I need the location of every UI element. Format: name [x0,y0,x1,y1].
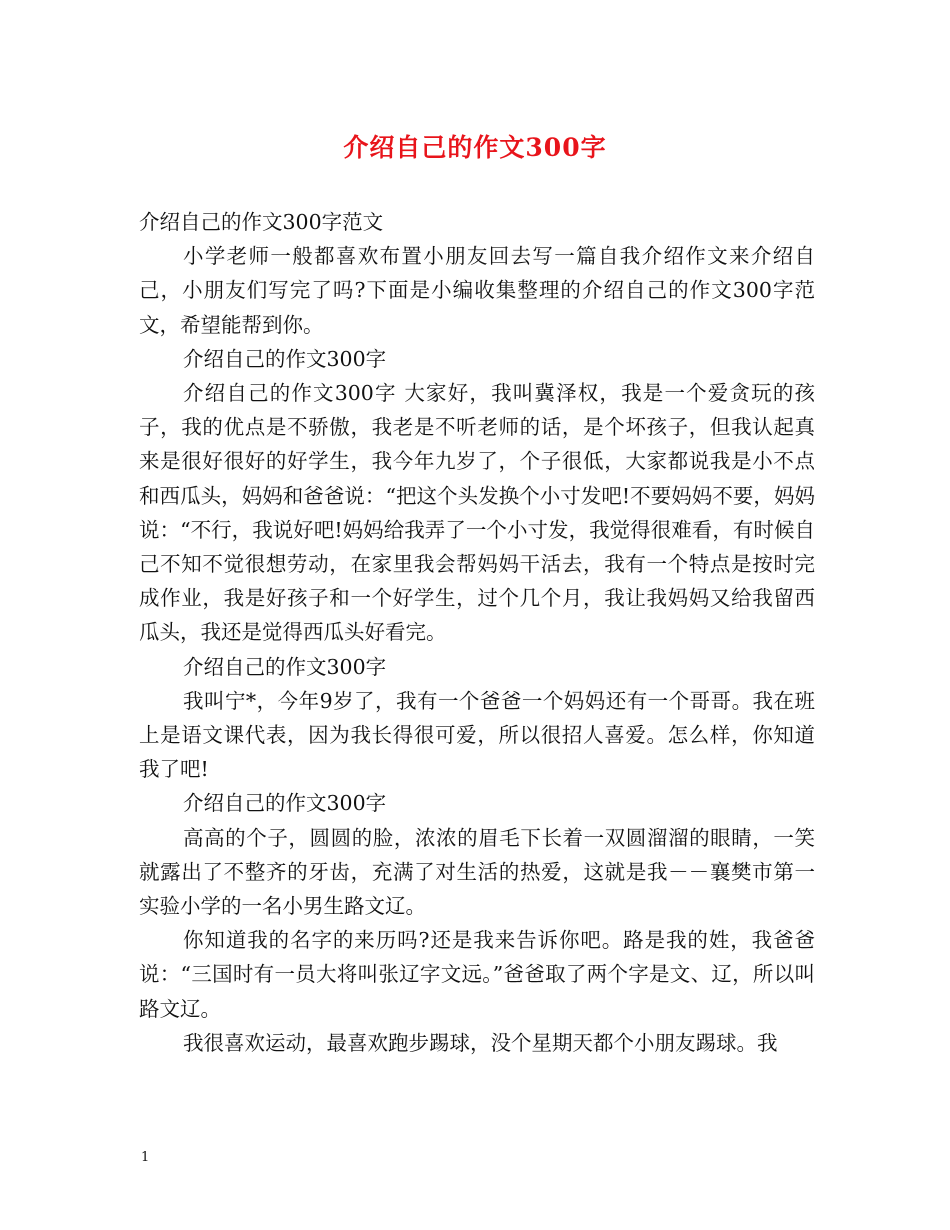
paragraph-essay-1: 介绍自己的作文300字 大家好，我叫冀泽权，我是一个爱贪玩的孩子，我的优点是不骄傲，我老是不听老师的话，是个坏孩子，但我认起真来是很好很好的好学生，我今年九岁了，个子很低，大家都说我是小不点和西瓜头，妈妈和爸爸说：“把这个头发换个小寸发吧!不要妈妈不要，妈妈说：“不行，我说好吧!妈妈给我弄了一个小寸发，我觉得很难看，有时候自己不知不觉很想劳动，在家里我会帮妈妈干活去，我有一个特点是按时完成作业，我是好孩子和一个好学生，过个几个月，我让我妈妈又给我留西瓜头，我还是觉得西瓜头好看完。 [139,381,815,645]
section-heading: 介绍自己的作文300字 [183,346,387,371]
paragraph-essay-2: 我叫宁*，今年9岁了，我有一个爸爸一个妈妈还有一个哥哥。我在班上是语文课代表，因为我长得很可爱，所以很招人喜爱。怎么样，你知道我了吧! [139,688,815,782]
page-number: 1 [141,1150,150,1165]
section-heading: 介绍自己的作文300字 [183,791,387,816]
paragraph-essay-3-name: 你知道我的名字的来历吗?还是我来告诉你吧。路是我的姓，我爸爸说：“三国时有一员大将叫张辽字文远。”爸爸取了两个字是文、辽，所以叫路文辽。 [139,928,815,1021]
paragraph-essay-3: 高高的个子，圆圆的脸，浓浓的眉毛下长着一双圆溜溜的眼睛，一笑就露出了不整齐的牙齿，充满了对生活的热爱，这就是我－－襄樊市第一实验小学的一名小男生路文辽。 [139,825,815,919]
paragraph-essay-3-sports: 我很喜欢运动，最喜欢跑步踢球，没个星期天都个小朋友踢球。我 [183,1030,778,1055]
paragraph-subtitle: 介绍自己的作文300字范文 [139,210,384,234]
document-title: 介绍自己的作文300字 [343,133,607,162]
section-heading: 介绍自己的作文300字 [183,654,387,679]
document-body [139,205,815,1060]
paragraph-intro: 小学老师一般都喜欢布置小朋友回去写一篇自我介绍作文来介绍自己，小朋友们写完了吗?下面是小编收集整理的介绍自己的作文300字范文，希望能帮到你。 [139,244,815,337]
